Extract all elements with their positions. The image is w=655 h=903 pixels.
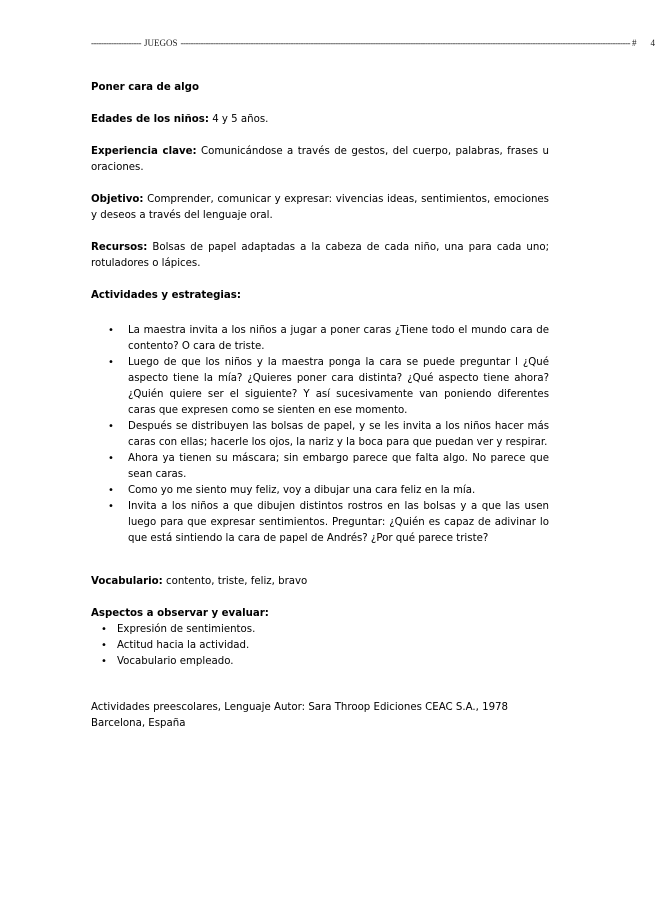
vocabulario-label: Vocabulario: (91, 576, 163, 587)
edades-paragraph (91, 112, 549, 128)
list-item: • Luego de que los niños y la maestra ponga la cara se puede preguntar l ¿Qué aspecto tiene la mía? ¿Quieres poner cara distinta? ¿Qué aspecto tiene ahora? ¿Quién quiere ser el siguiente? Y así sucesivamente van poniendo diferentes caras que expresen como se sienten en ese momento. (108, 357, 549, 416)
aspectos-heading: Aspectos a observar y evaluar: (91, 608, 269, 619)
bullet-icon: • (101, 656, 107, 667)
bullet-icon: • (108, 421, 114, 432)
list-item: • Vocabulario empleado. (91, 654, 549, 670)
page-header (91, 38, 655, 48)
header-section-title: JUEGOS (143, 38, 178, 48)
list-item: • Invita a los niños a que dibujen distintos rostros en las bolsas y a que las usen luego para que expresar sentimientos. Preguntar: ¿Quién es capaz de adivinar lo que está sintiendo la cara de papel de Andrés? ¿Por qué parece triste? (108, 501, 549, 544)
vocabulario-value: contento, triste, feliz, bravo (166, 576, 308, 587)
edades-label: Edades de los niños: (91, 114, 209, 125)
bullet-icon: • (108, 501, 114, 512)
recursos-label: Recursos: (91, 242, 148, 253)
document-title: Poner cara de algo (91, 82, 199, 93)
source-line-2: Barcelona, España (91, 718, 186, 729)
page-number: 4 (650, 38, 655, 48)
list-item: • Después se distribuyen las bolsas de papel, y se les invita a los niños hacer más caras con ellas; hacerle los ojos, la nariz y la boca para que puedan ver y respirar. (108, 421, 549, 448)
vocabulario-paragraph (91, 574, 549, 590)
document-body (91, 80, 549, 732)
bullet-icon: • (108, 485, 114, 496)
recursos-value: Bolsas de papel adaptadas a la cabeza de cada niño, una para cada uno; rotuladores o lápices. (91, 242, 549, 269)
actividades-heading: Actividades y estrategias: (91, 290, 241, 301)
list-item: • Actitud hacia la actividad. (91, 638, 549, 654)
bullet-icon: • (101, 624, 107, 635)
experiencia-value: Comunicándose a través de gestos, del cuerpo, palabras, frases u oraciones. (91, 146, 549, 173)
list-item: • Ahora ya tienen su máscara; sin embargo parece que falta algo. No parece que sean caras. (108, 453, 549, 480)
bullet-icon: • (108, 357, 114, 368)
source-line-1: Actividades preescolares, Lenguaje Autor: Sara Throop Ediciones CEAC S.A., 1978 (91, 702, 509, 713)
list-item: • Expresión de sentimientos. (91, 622, 549, 638)
list-item: • La maestra invita a los niños a jugar a poner caras ¿Tiene todo el mundo cara de contento? O cara de triste. (108, 325, 549, 352)
objetivo-label: Objetivo: (91, 194, 144, 205)
bullet-icon: • (101, 640, 107, 651)
edades-value: 4 y 5 años. (212, 114, 269, 125)
list-item: • Como yo me siento muy feliz, voy a dibujar una cara feliz en la mía. (91, 483, 549, 499)
actividades-list (91, 323, 549, 547)
bullet-icon: • (108, 325, 114, 336)
recursos-paragraph (91, 240, 549, 272)
experiencia-label: Experiencia clave: (91, 146, 197, 157)
objetivo-value: Comprender, comunicar y expresar: vivencias ideas, sentimientos, emociones y deseos a través del lenguaje oral. (91, 194, 549, 221)
experiencia-paragraph (91, 144, 549, 176)
header-hash: # (631, 38, 637, 48)
header-right-rule: ------------------------------------------------------------------------------------------------------------------------------------------------------------------------------------ (180, 38, 630, 48)
aspectos-list (91, 622, 549, 670)
objetivo-paragraph (91, 192, 549, 224)
header-left-rule: -------------------- (91, 38, 141, 48)
bullet-icon: • (108, 453, 114, 464)
